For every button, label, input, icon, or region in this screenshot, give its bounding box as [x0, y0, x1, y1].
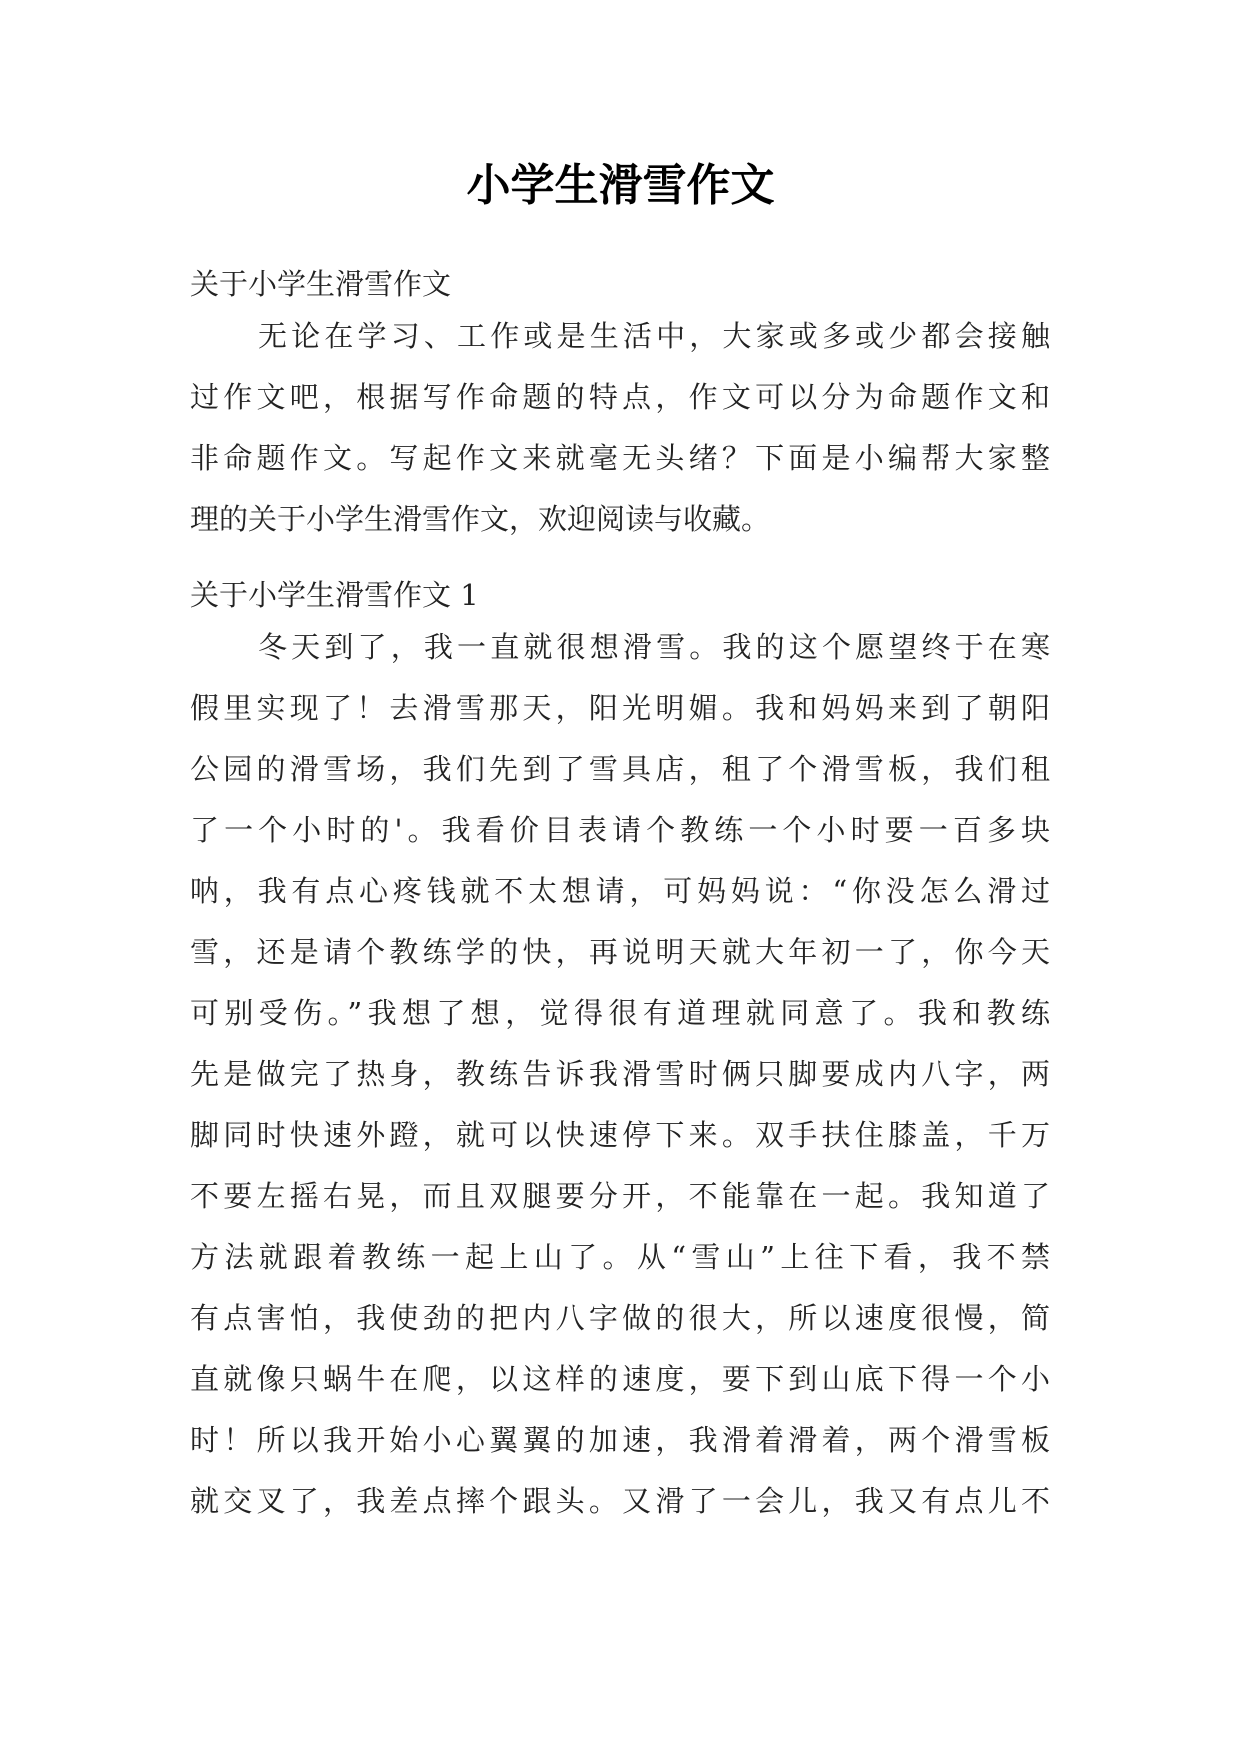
text-line: 假里实现了！去滑雪那天，阳光明媚。我和妈妈来到了朝阳	[190, 691, 1050, 725]
text-line: 了一个小时的'。我看价目表请个教练一个小时要一百多块	[190, 813, 1050, 847]
text-line: 不要左摇右晃，而且双腿要分开，不能靠在一起。我知道了	[190, 1179, 1050, 1213]
text-line: 直就像只蜗牛在爬，以这样的速度，要下到山底下得一个小	[190, 1362, 1050, 1396]
text-line: 呐，我有点心疼钱就不太想请，可妈妈说：“你没怎么滑过	[190, 874, 1050, 908]
intro-paragraph	[190, 306, 1050, 550]
text-line: 无论在学习、工作或是生活中，大家或多或少都会接触	[258, 319, 1050, 353]
text-line: 雪，还是请个教练学的快，再说明天就大年初一了，你今天	[190, 935, 1050, 969]
text-line: 先是做完了热身，教练告诉我滑雪时俩只脚要成内八字，两	[190, 1057, 1050, 1091]
text-line: 就交叉了，我差点摔个跟头。又滑了一会儿，我又有点儿不	[190, 1484, 1050, 1518]
text-line: 冬天到了，我一直就很想滑雪。我的这个愿望终于在寒	[258, 630, 1050, 664]
essay-paragraph	[190, 617, 1050, 1532]
section-heading-intro: 关于小学生滑雪作文	[190, 267, 452, 301]
text-line: 非命题作文。写起作文来就毫无头绪？下面是小编帮大家整	[190, 441, 1050, 475]
text-line: 有点害怕，我使劲的把内八字做的很大，所以速度很慢，简	[190, 1301, 1050, 1335]
text-line: 可别受伤。”我想了想，觉得很有道理就同意了。我和教练	[190, 996, 1050, 1030]
text-line: 脚同时快速外蹬，就可以快速停下来。双手扶住膝盖，千万	[190, 1118, 1050, 1152]
text-line: 理的关于小学生滑雪作文，欢迎阅读与收藏。	[190, 502, 771, 536]
text-line: 方法就跟着教练一起上山了。从“雪山”上往下看，我不禁	[190, 1240, 1050, 1274]
text-line: 时！所以我开始小心翼翼的加速，我滑着滑着，两个滑雪板	[190, 1423, 1050, 1457]
document-title: 小学生滑雪作文	[466, 160, 775, 211]
section-heading-essay-1: 关于小学生滑雪作文 1	[190, 578, 479, 612]
text-line: 过作文吧，根据写作命题的特点，作文可以分为命题作文和	[190, 380, 1050, 414]
text-line: 公园的滑雪场，我们先到了雪具店，租了个滑雪板，我们租	[190, 752, 1050, 786]
